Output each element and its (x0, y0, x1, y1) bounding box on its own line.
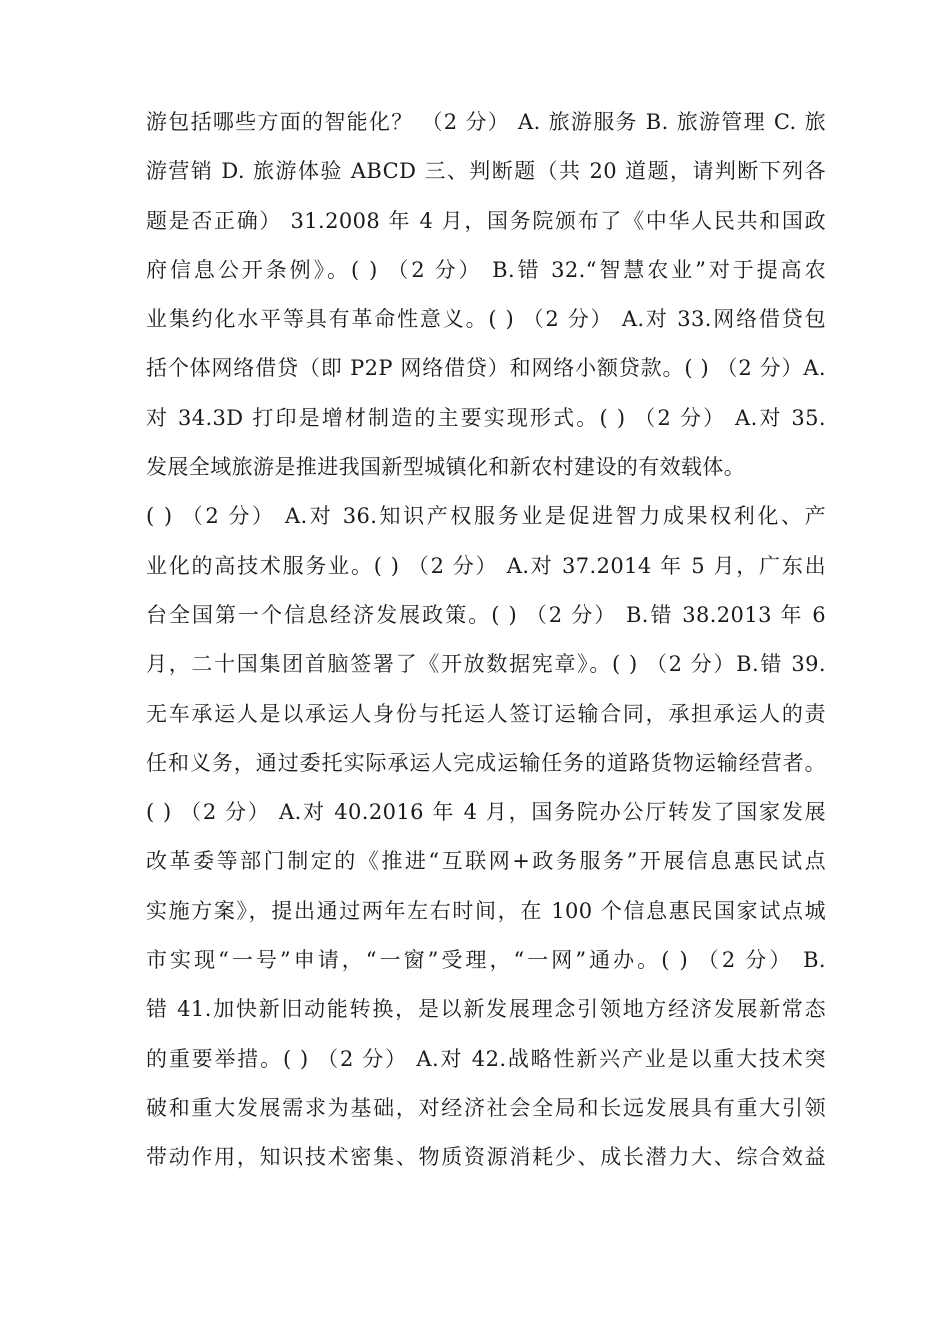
text-line: 破和重大发展需求为基础，对经济社会全局和长远发展具有重大引领 (146, 1095, 826, 1120)
text-line: 业化的高技术服务业。( ) （2 分） A.对 37.2014 年 5 月，广东出 (146, 553, 826, 578)
text-line: 府信息公开条例》。( ) （2 分） B.错 32.“智慧农业”对于提高农 (146, 257, 826, 282)
text-line: 对 34.3D 打印是增材制造的主要实现形式。( ) （2 分） A.对 35. (146, 405, 826, 430)
text-line: 游营销 D. 旅游体验 ABCD 三、判断题（共 20 道题，请判断下列各 (146, 159, 826, 184)
document-body (146, 98, 826, 1183)
text-line: 台全国第一个信息经济发展政策。( ) （2 分） B.错 38.2013 年 6 (146, 602, 826, 627)
text-line: 括个体网络借贷（即 P2P 网络借贷）和网络小额贷款。( ) （2 分）A. (146, 356, 826, 381)
text-line: 游包括哪些方面的智能化？ （2 分） A. 旅游服务 B. 旅游管理 C. 旅 (146, 110, 826, 134)
text-line: 市实现“一号”申请，“一窗”受理，“一网”通办。( ) （2 分） B. (146, 948, 826, 973)
text-line: 月，二十国集团首脑签署了《开放数据宪章》。( ) （2 分）B.错 39. (146, 652, 826, 677)
text-line: 的重要举措。( ) （2 分） A.对 42.战略性新兴产业是以重大技术突 (146, 1046, 826, 1071)
text-line: 业集约化水平等具有革命性意义。( ) （2 分） A.对 33.网络借贷包 (146, 307, 826, 332)
text-line: ( ) （2 分） A.对 36.知识产权服务业是促进智力成果权利化、产 (146, 504, 826, 529)
text-line: 带动作用，知识技术密集、物质资源消耗少、成长潜力大、综合效益 (146, 1145, 826, 1170)
text-line: 无车承运人是以承运人身份与托运人签订运输合同，承担承运人的责 (146, 701, 826, 726)
text-line: 实施方案》，提出通过两年左右时间，在 100 个信息惠民国家试点城 (146, 898, 826, 923)
text-line: 错 41.加快新旧动能转换，是以新发展理念引领地方经济发展新常态 (146, 997, 826, 1022)
text-line: 任和义务，通过委托实际承运人完成运输任务的道路货物运输经营者。 (146, 750, 826, 775)
text-line: 改革委等部门制定的《推进“互联网+政务服务”开展信息惠民试点 (146, 849, 826, 874)
text-line: 发展全域旅游是推进我国新型城镇化和新农村建设的有效载体。 (146, 455, 746, 480)
text-line: ( ) （2 分） A.对 40.2016 年 4 月，国务院办公厅转发了国家发展 (146, 800, 826, 825)
text-line: 题是否正确） 31.2008 年 4 月，国务院颁布了《中华人民共和国政 (146, 208, 826, 233)
